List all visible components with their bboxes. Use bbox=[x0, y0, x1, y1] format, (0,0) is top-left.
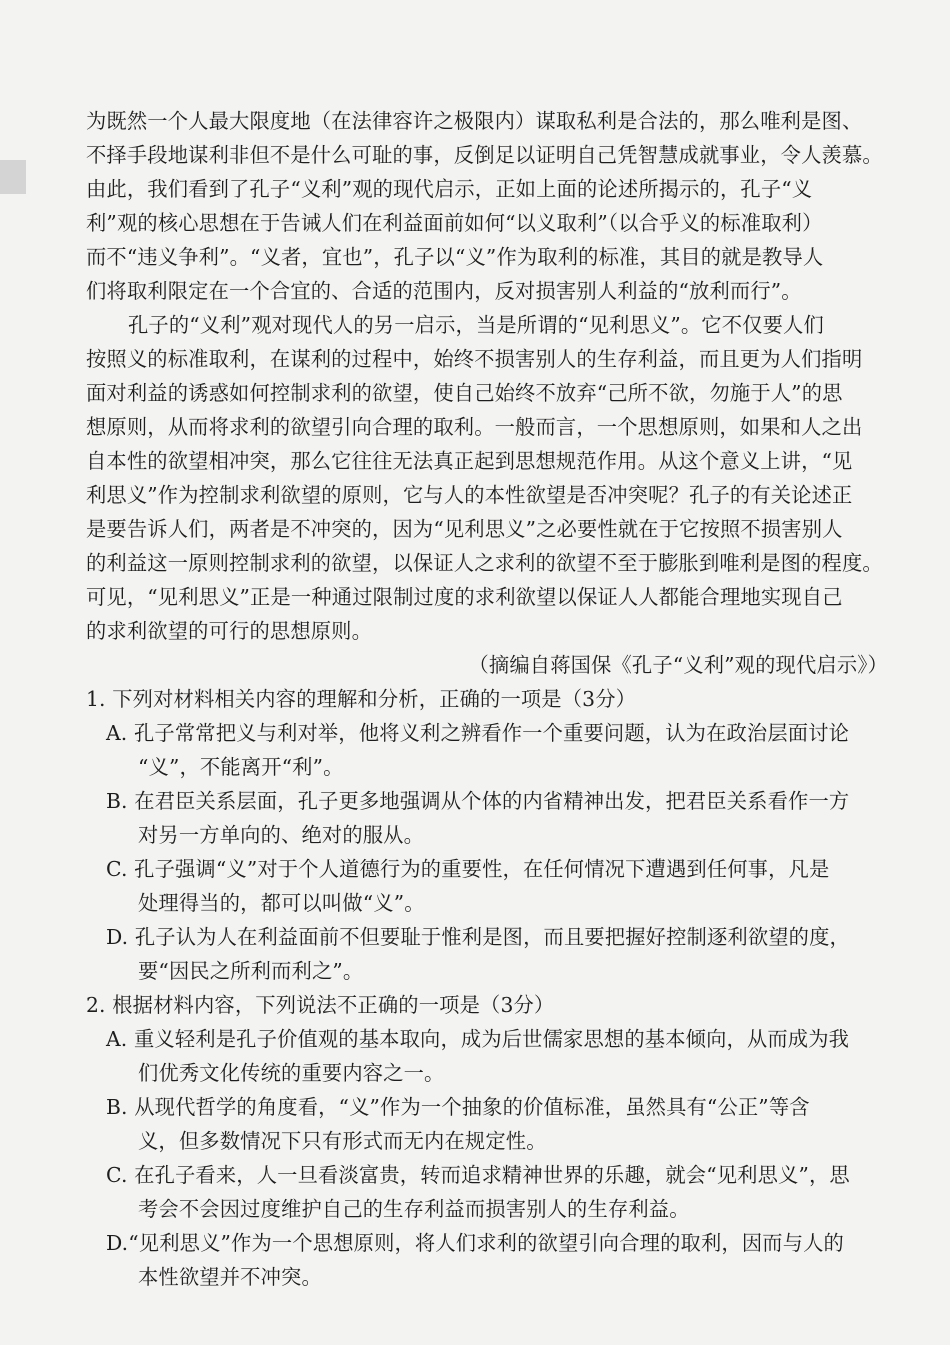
option-a bbox=[86, 716, 892, 784]
text-line: 面对利益的诱惑如何控制求利的欲望，使自己始终不放弃“己所不欲，勿施于人”的思 bbox=[86, 381, 843, 405]
text-line: 为既然一个人最大限度地（在法律容许之极限内）谋取私利是合法的，那么唯利是图、 bbox=[86, 109, 863, 133]
text-line: 自本性的欲望相冲突，那么它往往无法真正起到思想规范作用。从这个意义上讲，“见 bbox=[86, 449, 853, 473]
source-citation: （摘编自蒋国保《孔子“义利”观的现代启示》） bbox=[468, 653, 888, 677]
option-d bbox=[86, 920, 892, 988]
option-b bbox=[86, 1090, 892, 1158]
text-line: 的求利欲望的可行的思想原则。 bbox=[86, 619, 373, 643]
passage-paragraph-2 bbox=[86, 308, 892, 648]
option-c bbox=[86, 852, 892, 920]
text-line: 而不“违义争利”。“义者，宜也”，孔子以“义”作为取利的标准，其目的就是教导人 bbox=[86, 245, 824, 269]
option-text: A. 重义轻利是孔子价值观的基本取向，成为后世儒家思想的基本倾向，从而成为我 bbox=[106, 1027, 850, 1051]
option-text: C. 在孔子看来，人一旦看淡富贵，转而追求精神世界的乐趣，就会“见利思义”，思 bbox=[106, 1163, 850, 1187]
option-text: C. 孔子强调“义”对于个人道德行为的重要性，在任何情况下遭遇到任何事，凡是 bbox=[106, 857, 830, 881]
text-line: 按照义的标准取利，在谋利的过程中，始终不损害别人的生存利益，而且更为人们指明 bbox=[86, 347, 863, 371]
option-text-cont: 对另一方单向的、绝对的服从。 bbox=[138, 823, 425, 847]
option-text: D. 孔子认为人在利益面前不但要耻于惟利是图，而且要把握好控制逐利欲望的度， bbox=[106, 925, 850, 949]
text-line: 可见，“见利思义”正是一种通过限制过度的求利欲望以保证人人都能合理地实现自己 bbox=[86, 585, 843, 609]
option-a bbox=[86, 1022, 892, 1090]
text-line: 利”观的核心思想在于告诫人们在利益面前如何“以义取利”（以合乎义的标准取利） bbox=[86, 211, 823, 235]
question-1 bbox=[86, 682, 892, 988]
option-c bbox=[86, 1158, 892, 1226]
option-text: A. 孔子常常把义与利对举，他将义利之辨看作一个重要问题，认为在政治层面讨论 bbox=[106, 721, 850, 745]
question-2 bbox=[86, 988, 892, 1294]
option-text-cont: 本性欲望并不冲突。 bbox=[138, 1265, 322, 1289]
question-stem: 2. 根据材料内容，下列说法不正确的一项是（3分） bbox=[86, 993, 555, 1017]
option-text-cont: 义，但多数情况下只有形式而无内在规定性。 bbox=[138, 1129, 547, 1153]
text-line: 的利益这一原则控制求利的欲望，以保证人之求利的欲望不至于膨胀到唯利是图的程度。 bbox=[86, 551, 883, 575]
margin-mark bbox=[0, 160, 26, 194]
text-line: 是要告诉人们，两者是不冲突的，因为“见利思义”之必要性就在于它按照不损害别人 bbox=[86, 517, 843, 541]
text-line: 想原则，从而将求利的欲望引向合理的取利。一般而言，一个思想原则，如果和人之出 bbox=[86, 415, 863, 439]
text-line: 不择手段地谋利非但不是什么可耻的事，反倒足以证明自己凭智慧成就事业，令人羡慕。 bbox=[86, 143, 883, 167]
option-text-cont: 要“因民之所利而利之”。 bbox=[138, 959, 364, 983]
text-line: 孔子的“义利”观对现代人的另一启示，当是所谓的“见利思义”。它不仅要人们 bbox=[128, 313, 824, 337]
option-text-cont: “义”，不能离开“利”。 bbox=[138, 755, 344, 779]
option-d bbox=[86, 1226, 892, 1294]
option-b bbox=[86, 784, 892, 852]
option-text: B. 从现代哲学的角度看，“义”作为一个抽象的价值标准，虽然具有“公正”等含 bbox=[106, 1095, 810, 1119]
text-line: 由此，我们看到了孔子“义利”观的现代启示，正如上面的论述所揭示的，孔子“义 bbox=[86, 177, 813, 201]
text-line: 利思义”作为控制求利欲望的原则，它与人的本性欲望是否冲突呢？孔子的有关论述正 bbox=[86, 483, 853, 507]
option-text-cont: 处理得当的，都可以叫做“义”。 bbox=[138, 891, 425, 915]
passage-paragraph-1 bbox=[86, 104, 892, 308]
page-content bbox=[86, 104, 892, 1294]
question-stem: 1. 下列对材料相关内容的理解和分析，正确的一项是（3分） bbox=[86, 687, 637, 711]
text-line: 们将取利限定在一个合宜的、合适的范围内，反对损害别人利益的“放利而行”。 bbox=[86, 279, 802, 303]
option-text: B. 在君臣关系层面，孔子更多地强调从个体的内省精神出发，把君臣关系看作一方 bbox=[106, 789, 850, 813]
option-text-cont: 们优秀文化传统的重要内容之一。 bbox=[138, 1061, 445, 1085]
option-text: D.“见利思义”作为一个思想原则，将人们求利的欲望引向合理的取利，因而与人的 bbox=[106, 1231, 844, 1255]
option-text-cont: 考会不会因过度维护自己的生存利益而损害别人的生存利益。 bbox=[138, 1197, 690, 1221]
